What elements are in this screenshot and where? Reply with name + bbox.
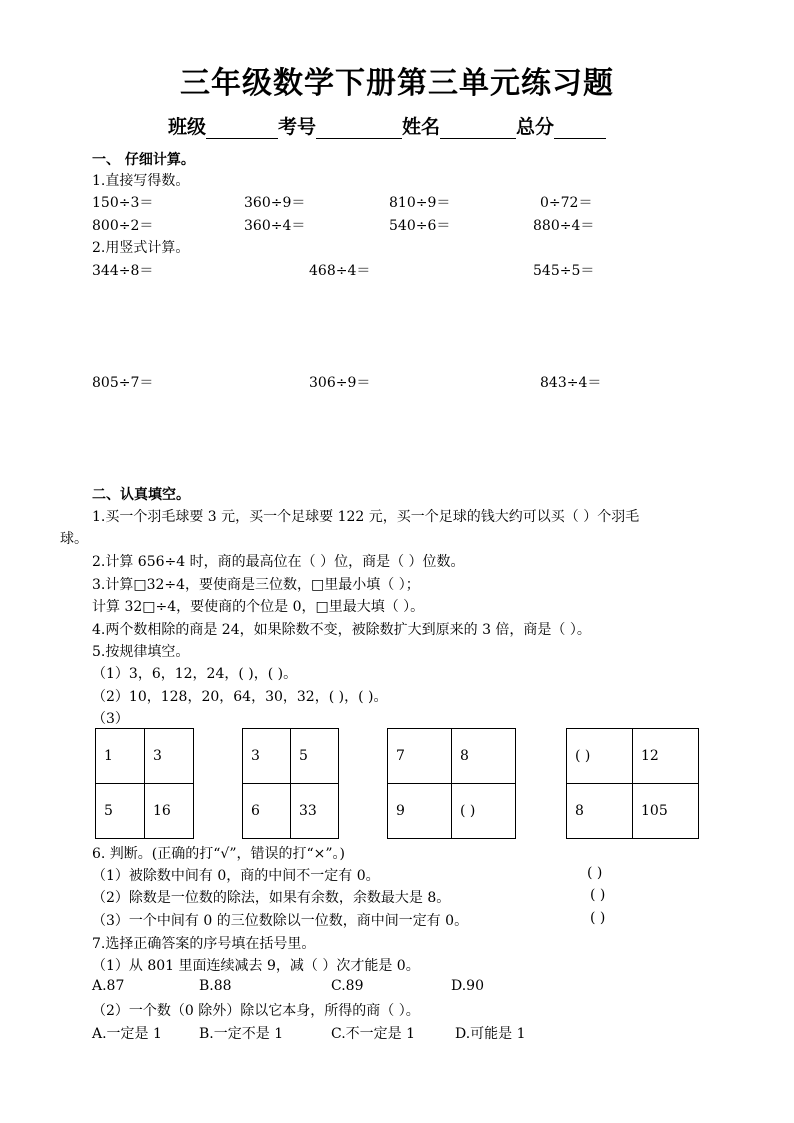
q1-label: 1.直接写得数。 xyxy=(92,173,190,189)
grid-cell: 3 xyxy=(243,729,291,784)
vertical-calc-item: 344÷8＝ xyxy=(92,263,154,279)
vertical-calc-item: 468÷4＝ xyxy=(309,263,371,279)
grid-cell: 16 xyxy=(145,784,194,839)
choice-option: D.90 xyxy=(451,978,484,994)
calc-item: 800÷2＝ xyxy=(92,218,154,234)
fill-q2: 2.计算 656÷4 时，商的最高位在（ ）位，商是（ ）位数。 xyxy=(92,554,465,570)
judge-answer-blank[interactable]: ( ) xyxy=(590,887,606,903)
number-blank[interactable] xyxy=(316,120,402,139)
fill-q4: 4.两个数相除的商是 24，如果除数不变，被除数扩大到原来的 3 倍，商是（ ）。 xyxy=(92,622,591,638)
section2-heading: 二、认真填空。 xyxy=(92,487,190,503)
judge-label: 6. 判断。(正确的打“√”，错误的打“×”。) xyxy=(92,846,346,862)
grid-cell: 6 xyxy=(243,784,291,839)
score-label: 总分 xyxy=(516,116,555,138)
fill-q1-line2: 球。 xyxy=(60,531,88,547)
grid-cell: 5 xyxy=(291,729,339,784)
calc-item: 360÷9＝ xyxy=(244,195,306,211)
fill-q3-line2: 计算 32□÷4，要使商的个位是 0，□里最大填（ ）。 xyxy=(92,599,425,615)
fill-q5-2: （2）10，128，20，64，30，32，( )，( )。 xyxy=(92,689,388,705)
calc-item: 150÷3＝ xyxy=(92,195,154,211)
choice-option: C.不一定是 1 xyxy=(331,1026,416,1042)
grid-cell: ( ) xyxy=(567,729,633,784)
number-grid-1 xyxy=(95,728,194,839)
student-info-line xyxy=(168,112,606,139)
judge-answer-blank[interactable]: ( ) xyxy=(590,910,606,926)
number-label: 考号 xyxy=(278,116,317,138)
choice-option: C.89 xyxy=(331,978,364,994)
judge-item: （2）除数是一位数的除法，如果有余数，余数最大是 8。 xyxy=(92,890,451,906)
class-blank[interactable] xyxy=(206,120,278,139)
number-grid-4 xyxy=(566,728,699,839)
judge-item: （3）一个中间有 0 的三位数除以一位数，商中间一定有 0。 xyxy=(92,913,469,929)
calc-item: 880÷4＝ xyxy=(533,218,595,234)
calc-item: 810÷9＝ xyxy=(389,195,451,211)
grid-cell: 8 xyxy=(452,729,516,784)
number-grid-3 xyxy=(387,728,516,839)
fill-q1-line1: 1.买一个羽毛球要 3 元，买一个足球要 122 元，买一个足球的钱大约可以买（ ）个羽毛 xyxy=(92,509,640,525)
grid-cell: 8 xyxy=(567,784,633,839)
grid-cell: 9 xyxy=(388,784,452,839)
fill-q3-line1: 3.计算□32÷4，要使商是三位数，□里最小填（ ）； xyxy=(92,577,420,593)
judge-item: （1）被除数中间有 0，商的中间不一定有 0。 xyxy=(92,868,380,884)
grid-cell: 12 xyxy=(633,729,699,784)
fill-q5-label: 5.按规律填空。 xyxy=(92,644,190,660)
name-label: 姓名 xyxy=(402,116,441,138)
choice-q1: （1）从 801 里面连续减去 9，减（ ）次才能是 0。 xyxy=(92,958,420,974)
vertical-calc-item: 843÷4＝ xyxy=(540,375,602,391)
grid-cell: 5 xyxy=(96,784,145,839)
choice-option: A.87 xyxy=(92,978,125,994)
name-blank[interactable] xyxy=(440,120,516,139)
vertical-calc-item: 545÷5＝ xyxy=(533,263,595,279)
grid-cell: 3 xyxy=(145,729,194,784)
vertical-calc-item: 805÷7＝ xyxy=(92,375,154,391)
grid-cell: 105 xyxy=(633,784,699,839)
q2-label: 2.用竖式计算。 xyxy=(92,240,190,256)
page-title: 三年级数学下册第三单元练习题 xyxy=(180,66,614,101)
class-label: 班级 xyxy=(168,116,207,138)
grid-cell: 33 xyxy=(291,784,339,839)
choice-option: B.88 xyxy=(199,978,232,994)
grid-cell: 7 xyxy=(388,729,452,784)
judge-answer-blank[interactable]: ( ) xyxy=(587,865,603,881)
calc-item: 540÷6＝ xyxy=(389,218,451,234)
calc-item: 0÷72＝ xyxy=(540,195,593,211)
calc-item: 360÷4＝ xyxy=(244,218,306,234)
section1-heading: 一、 仔细计算。 xyxy=(92,152,195,168)
grid-cell: 1 xyxy=(96,729,145,784)
choice-label: 7.选择正确答案的序号填在括号里。 xyxy=(92,936,316,952)
grid-cell: ( ) xyxy=(452,784,516,839)
choice-option: D.可能是 1 xyxy=(455,1026,526,1042)
vertical-calc-item: 306÷9＝ xyxy=(309,375,371,391)
number-grid-2 xyxy=(242,728,339,839)
choice-q2: （2）一个数（0 除外）除以它本身，所得的商（ ）。 xyxy=(92,1003,420,1019)
score-blank[interactable] xyxy=(554,120,606,139)
fill-q5-1: （1）3，6，12，24，( )，( )。 xyxy=(92,666,298,682)
choice-option: A.一定是 1 xyxy=(92,1026,162,1042)
choice-option: B.一定不是 1 xyxy=(199,1026,284,1042)
fill-q5-3: （3） xyxy=(92,711,129,727)
